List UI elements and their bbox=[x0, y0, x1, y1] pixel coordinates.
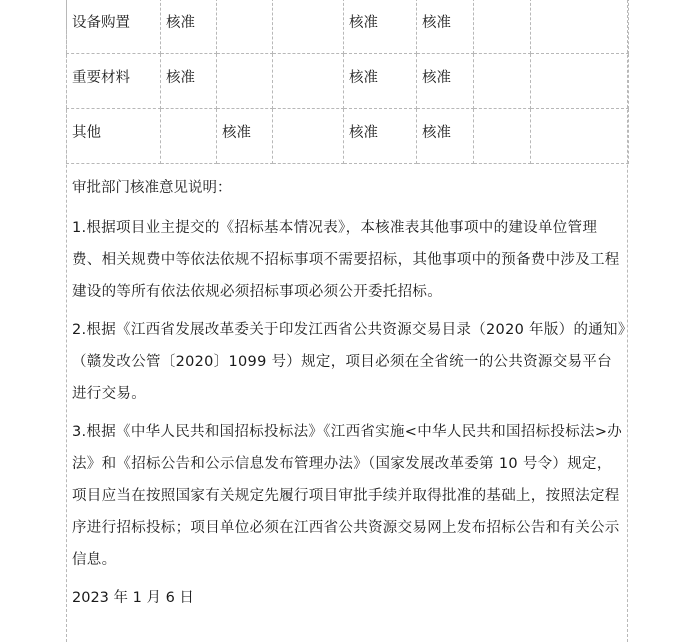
table-cell bbox=[273, 54, 344, 109]
table-cell bbox=[217, 54, 273, 109]
table-cell: 核准 bbox=[217, 109, 273, 164]
table-cell bbox=[474, 54, 531, 109]
table-cell bbox=[273, 0, 344, 54]
notes-heading: 审批部门核准意见说明： bbox=[72, 180, 232, 196]
table-cell bbox=[531, 109, 629, 164]
table-cell bbox=[531, 0, 629, 54]
table-cell bbox=[273, 109, 344, 164]
table-cell bbox=[217, 0, 273, 54]
table-row-materials bbox=[67, 54, 629, 109]
table-cell bbox=[531, 54, 629, 109]
table-row-equipment bbox=[67, 0, 629, 54]
table-row-other bbox=[67, 109, 629, 164]
table-cell: 核准 bbox=[417, 54, 474, 109]
note-item-1: 1.根据项目业主提交的《招标基本情况表》，本核准表其他事项中的建设单位管理费、相关规费中等依法依规不招标事项不需要招标，其他事项中的预备费中涉及工程建设的等所有依法依规必须招标事项必须公开委托招标。 bbox=[72, 220, 620, 300]
table-cell bbox=[474, 109, 531, 164]
row-label-cell: 其他 bbox=[67, 109, 161, 164]
approval-notes bbox=[72, 178, 626, 608]
table-cell: 核准 bbox=[161, 54, 217, 109]
table-cell: 核准 bbox=[161, 0, 217, 54]
table-cell: 核准 bbox=[417, 0, 474, 54]
approval-table bbox=[66, 0, 629, 164]
note-item-2: 2.根据《江西省发展改革委关于印发江西省公共资源交易目录（2020 年版）的通知》（赣发改公管〔2020〕1099 号）规定，项目必须在全省统一的公共资源交易平台进行交易。 bbox=[72, 322, 626, 402]
table-cell: 核准 bbox=[344, 0, 417, 54]
approval-date: 2023 年 1 月 6 日 bbox=[72, 590, 194, 606]
note-item-3: 3.根据《中华人民共和国招标投标法》《江西省实施<中华人民共和国招标投标法>办法》和《招标公告和公示信息发布管理办法》（国家发展改革委第 10 号令）规定，项目应当在按照国家有关规定先履行项目审批手续并取得批准的基础上，按照法定程序进行招标投标；项目单位必须在江西省公共资源交易网上发布招标公告和有关公示信息。 bbox=[72, 424, 623, 568]
table-cell: 核准 bbox=[417, 109, 474, 164]
table-cell: 核准 bbox=[344, 109, 417, 164]
row-label-cell: 设备购置 bbox=[67, 0, 161, 54]
table-cell bbox=[474, 0, 531, 54]
table-cell bbox=[161, 109, 217, 164]
table-cell: 核准 bbox=[344, 54, 417, 109]
row-label-cell: 重要材料 bbox=[67, 54, 161, 109]
